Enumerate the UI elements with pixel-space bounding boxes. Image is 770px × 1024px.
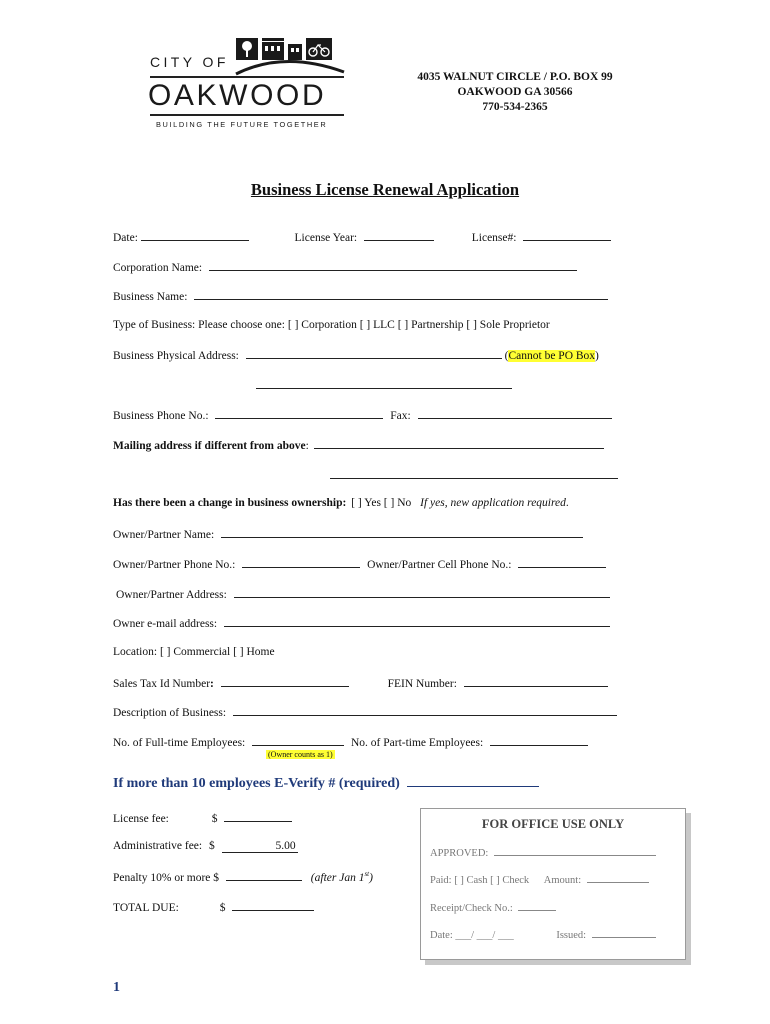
penalty-label: Penalty 10% or more $ [113, 872, 220, 884]
office-amount-label: Amount: [543, 875, 582, 886]
city-address [404, 70, 626, 115]
total-due-field[interactable] [232, 900, 314, 911]
fulltime-label: No. of Full-time Employees: [113, 737, 246, 749]
physical-address-field[interactable] [246, 348, 502, 359]
office-receipt-field[interactable] [518, 902, 556, 911]
row-admin-fee [113, 840, 298, 853]
penalty-note: (after Jan 1st) [310, 870, 373, 884]
license-number-field[interactable] [523, 230, 611, 241]
penalty-field[interactable] [226, 870, 302, 881]
row-owner-email [113, 616, 610, 630]
office-issued-field[interactable] [592, 929, 656, 938]
date-field[interactable] [141, 230, 249, 241]
business-phone-field[interactable] [215, 408, 383, 419]
city-skyline-icon [234, 36, 346, 76]
ownership-note: If yes, new application required [420, 497, 566, 509]
license-fee-field[interactable] [224, 811, 292, 822]
logo-tagline: BUILDING THE FUTURE TOGETHER [156, 120, 328, 129]
form-title: Business License Renewal Application [250, 180, 520, 199]
logo-oakwood: OAKWOOD [148, 79, 327, 112]
row-employees [113, 735, 588, 749]
logo-divider [150, 76, 344, 78]
office-date-label: Date: ___/ ___/ ___ [430, 930, 514, 941]
corporation-name-label: Corporation Name: [113, 262, 203, 274]
office-paid-row [430, 874, 649, 886]
ownership-change-label: Has there been a change in business ownership: [113, 497, 347, 509]
owner-address-field[interactable] [234, 587, 610, 598]
penalty-note-sup: st [364, 870, 370, 879]
row-phone-fax [113, 408, 612, 422]
business-name-field[interactable] [194, 289, 608, 300]
sales-tax-field[interactable] [221, 676, 349, 687]
row-physical-address-2 [256, 378, 512, 392]
location-options[interactable]: Location: [ ] Commercial [ ] Home [113, 646, 275, 658]
row-physical-address: Business Physical Address: (Cannot be PO Box) [113, 350, 599, 362]
row-mailing-address-2 [330, 468, 618, 482]
office-approved-label: APPROVED: [430, 848, 489, 859]
license-fee-label: License fee: [113, 813, 169, 825]
owner-address-label: Owner/Partner Address: [116, 589, 227, 601]
physical-address-field-2[interactable] [256, 378, 512, 389]
office-approved-row [430, 847, 656, 859]
ownership-options[interactable]: [ ] Yes [ ] No [351, 497, 412, 509]
parttime-label: No. of Part-time Employees: [350, 737, 484, 749]
owner-name-label: Owner/Partner Name: [113, 529, 215, 541]
logo-city-of: CITY OF [150, 54, 229, 70]
address-line2: OAKWOOD GA 30566 [457, 86, 573, 98]
office-receipt-label: Receipt/Check No.: [430, 903, 513, 914]
po-box-warning: Cannot be PO Box [508, 350, 596, 362]
type-of-business-label[interactable]: Type of Business: Please choose one: [ ] Corporation [ ] LLC [ ] Partnership [ ] Sole Proprietor [113, 319, 550, 331]
office-use-box [420, 808, 686, 960]
total-due-currency: $ [219, 902, 226, 914]
row-mailing-address: Mailing address if different from above: [113, 438, 604, 452]
date-label: Date: [113, 232, 138, 244]
row-ownership-change: Has there been a change in business ownership: [ ] Yes [ ] No If yes, new application required. [113, 497, 569, 509]
owner-phone-label: Owner/Partner Phone No.: [113, 559, 236, 571]
owner-cell-field[interactable] [518, 557, 606, 568]
row-owner-address [116, 587, 610, 601]
row-date-license [113, 230, 611, 244]
logo-divider-lower [150, 114, 344, 116]
fein-field[interactable] [464, 676, 608, 687]
row-owner-name [113, 527, 583, 541]
everify-field[interactable] [407, 776, 539, 787]
office-use-title: FOR OFFICE USE ONLY [481, 817, 625, 831]
fax-field[interactable] [418, 408, 612, 419]
office-amount-field[interactable] [587, 874, 649, 883]
address-phone: 770-534-2365 [482, 101, 548, 113]
mailing-address-field[interactable] [314, 438, 604, 449]
description-field[interactable] [233, 705, 617, 716]
row-owner-phone [113, 557, 606, 571]
sales-tax-label: Sales Tax Id Number [113, 678, 211, 690]
owner-counts-note: (Owner counts as 1) [268, 750, 333, 759]
business-phone-label: Business Phone No.: [113, 410, 209, 422]
admin-fee-label: Administrative fee: [113, 840, 203, 852]
everify-label: If more than 10 employees E-Verify # (required) [113, 776, 400, 791]
license-year-label: License Year: [294, 232, 358, 244]
owner-name-field[interactable] [221, 527, 583, 538]
penalty-note-text: (after Jan 1 [310, 872, 365, 884]
office-paid-options[interactable]: Paid: [ ] Cash [ ] Check [430, 875, 530, 886]
admin-fee-value: 5.00 [222, 840, 298, 853]
row-tax-fein: Sales Tax Id Number: FEIN Number: [113, 676, 608, 690]
address-line1: 4035 WALNUT CIRCLE / P.O. BOX 99 [417, 71, 613, 83]
row-business-name [113, 289, 608, 303]
owner-email-field[interactable] [224, 616, 610, 627]
everify-heading [113, 776, 539, 792]
license-fee-currency: $ [211, 813, 218, 825]
row-penalty [113, 870, 373, 884]
admin-fee-currency: $ [208, 840, 215, 852]
office-date-row [430, 929, 656, 941]
mailing-address-label: Mailing address if different from above [113, 440, 306, 452]
owner-email-label: Owner e-mail address: [113, 618, 218, 630]
city-logo [148, 36, 348, 136]
mailing-address-field-2[interactable] [330, 468, 618, 479]
license-number-label: License#: [471, 232, 517, 244]
row-type-of-business[interactable] [113, 319, 550, 331]
office-receipt-row [430, 902, 556, 914]
row-total-due [113, 900, 314, 914]
owner-cell-label: Owner/Partner Cell Phone No.: [367, 559, 512, 571]
owner-phone-field[interactable] [242, 557, 360, 568]
parttime-field[interactable] [490, 735, 588, 746]
page-number: 1 [113, 980, 120, 995]
license-year-field[interactable] [364, 230, 434, 241]
office-approved-field[interactable] [494, 847, 656, 856]
office-issued-label: Issued: [556, 930, 587, 941]
business-name-label: Business Name: [113, 291, 188, 303]
row-location[interactable] [113, 646, 275, 658]
row-corporation-name [113, 260, 577, 274]
row-license-fee [113, 811, 292, 825]
row-description [113, 705, 617, 719]
physical-address-label: Business Physical Address: [113, 350, 239, 362]
corporation-name-field[interactable] [209, 260, 577, 271]
fax-label: Fax: [390, 410, 411, 422]
fein-label: FEIN Number: [387, 678, 457, 690]
description-label: Description of Business: [113, 707, 227, 719]
fulltime-field[interactable] [252, 735, 344, 746]
total-due-label: TOTAL DUE: [113, 902, 179, 914]
